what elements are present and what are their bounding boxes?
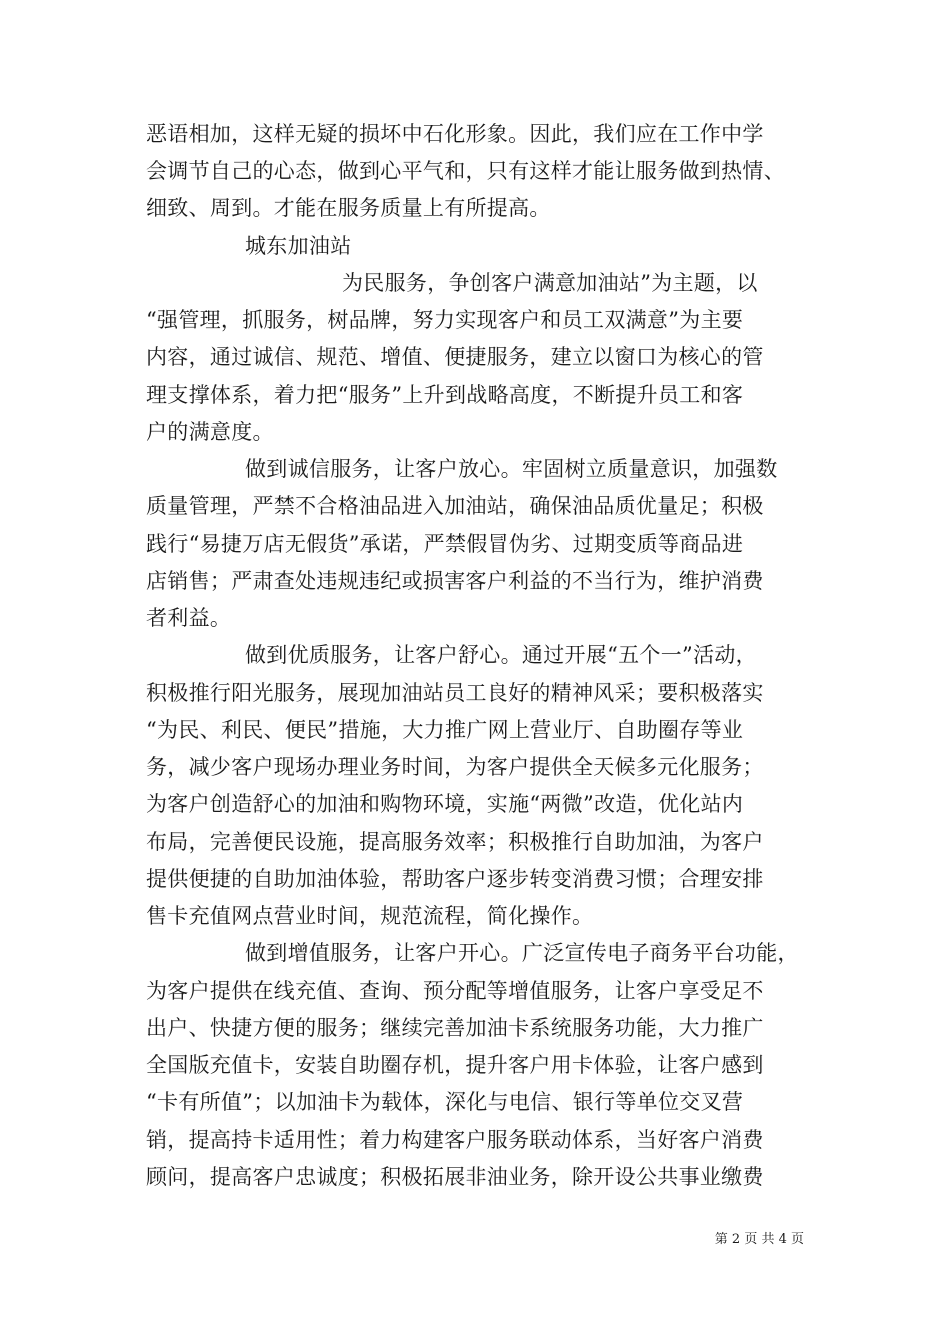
- text-line: 理支撑体系，着力把“服务”上升到战略高度，不断提升员工和客: [146, 383, 744, 407]
- text-line: 出户、快捷方便的服务；继续完善加油卡系统服务功能，大力推广: [146, 1016, 764, 1040]
- text-line: 销，提高持卡适用性；着力构建客户服务联动体系，当好客户消费: [146, 1128, 764, 1152]
- text-line: 布局，完善便民设施，提高服务效率；积极推行自助加油，为客户: [146, 830, 764, 854]
- text-line: 积极推行阳光服务，展现加油站员工良好的精神风采；要积极落实: [146, 681, 764, 705]
- paragraph-start: 做到增值服务，让客户开心。广泛宣传电子商务平台功能，: [245, 941, 799, 965]
- text-line: 会调节自己的心态，做到心平气和，只有这样才能让服务做到热情、: [146, 159, 785, 183]
- text-line: 顾问，提高客户忠诚度；积极拓展非油业务，除开设公共事业缴费: [146, 1165, 764, 1189]
- text-line: 为民服务，争创客户满意加油站”为主题，以: [342, 271, 758, 295]
- text-line: 践行“易捷万店无假货”承诺，严禁假冒伪劣、过期变质等商品进: [146, 532, 744, 556]
- text-line: 售卡充值网点营业时间，规范流程，简化操作。: [146, 904, 594, 928]
- text-line: 店销售；严肃查处违规违纪或损害客户利益的不当行为，维护消费: [146, 569, 764, 593]
- text-line: “为民、利民、便民”措施，大力推广网上营业厅、自助圈存等业: [146, 718, 744, 742]
- text-line: 者利益。: [146, 606, 232, 630]
- text-line: 提供便捷的自助加油体验，帮助客户逐步转变消费习惯；合理安排: [146, 867, 764, 891]
- text-line: 户的满意度。: [146, 420, 274, 444]
- text-line: 细致、周到。才能在服务质量上有所提高。: [146, 196, 551, 220]
- page-number: 第 2 页 共 4 页: [714, 1232, 804, 1247]
- text-line: 为客户创造舒心的加油和购物环境，实施“两微”改造，优化站内: [146, 792, 744, 816]
- text-line: 质量管理，严禁不合格油品进入加油站，确保油品质优量足；积极: [146, 494, 764, 518]
- text-line: “强管理，抓服务，树品牌，努力实现客户和员工双满意”为主要: [146, 308, 744, 332]
- paragraph-start: 做到优质服务，让客户舒心。通过开展“五个一”活动，: [245, 643, 757, 667]
- text-line: 务，减少客户现场办理业务时间，为客户提供全天候多元化服务；: [146, 755, 764, 779]
- text-line: “卡有所值”；以加油卡为载体，深化与电信、银行等单位交叉营: [146, 1090, 744, 1114]
- text-line: 为客户提供在线充值、查询、预分配等增值服务，让客户享受足不: [146, 979, 764, 1003]
- text-line: 全国版充值卡，安装自助圈存机，提升客户用卡体验，让客户感到: [146, 1053, 764, 1077]
- text-line: 内容，通过诚信、规范、增值、便捷服务，建立以窗口为核心的管: [146, 345, 764, 369]
- paragraph-start: 做到诚信服务，让客户放心。牢固树立质量意识，加强数: [245, 457, 778, 481]
- section-heading: 城东加油站: [245, 234, 352, 258]
- text-line: 恶语相加，这样无疑的损坏中石化形象。因此，我们应在工作中学: [146, 122, 764, 146]
